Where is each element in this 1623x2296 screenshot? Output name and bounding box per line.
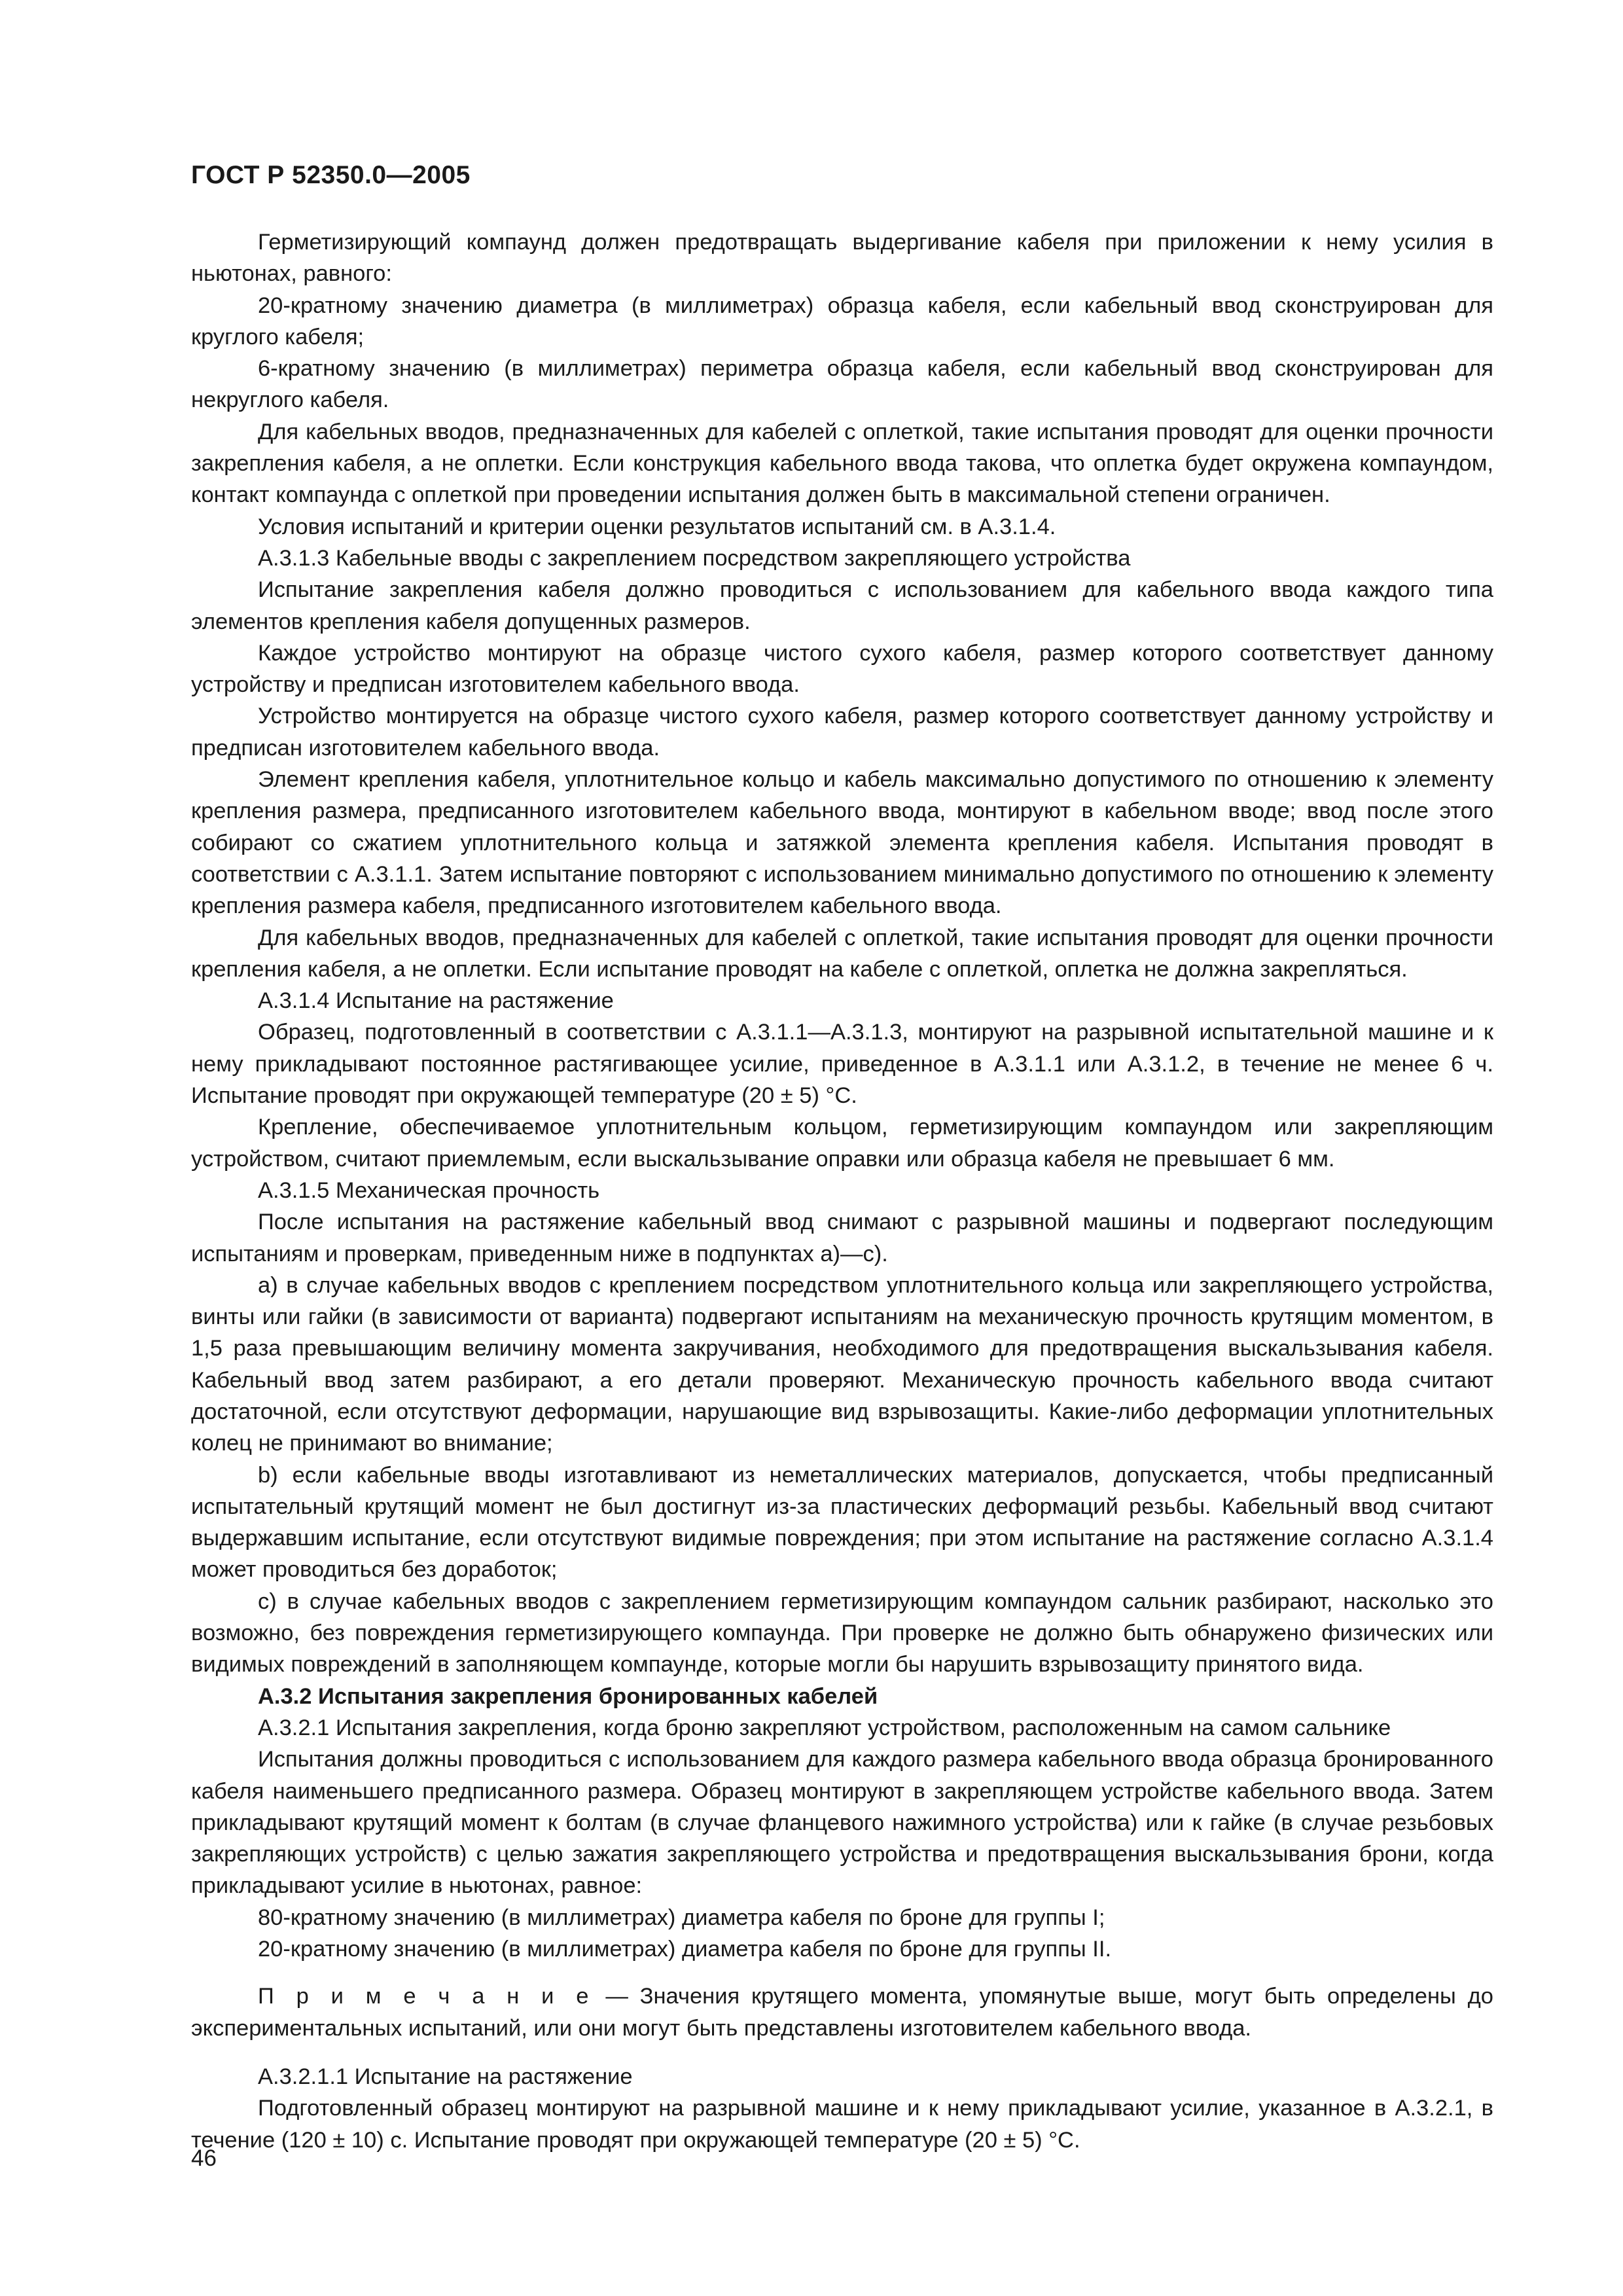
document-code-header: ГОСТ Р 52350.0—2005 (191, 161, 471, 189)
section-heading-a3-1-4: А.3.1.4 Испытание на растяжение (258, 988, 614, 1014)
list-item-b: b) если кабельные вводы изготавливают из неметаллических материалов, допускается, чтобы предписанный испытательный крутящий момент не был достигнут из-за пластических деформаций резьбы. Кабельный ввод считают выдержавшим испытание, если отсутствуют видимые повреждения; при этом испытание на растяжение согласно А.3.1.4 может проводиться без доработок; (191, 1462, 1493, 1583)
paragraph: Испытание закрепления кабеля должно проводиться с использованием для кабельного ввода каждого типа элементов крепления кабеля допущенных размеров. (191, 577, 1493, 634)
list-item-a: а) в случае кабельных вводов с креплением посредством уплотнительного кольца или закрепляющего устройства, винты или гайки (в зависимости от варианта) подвергают испытаниям на механическую прочность крутящим моментом, в 1,5 раза превышающим величину момента закручивания, необходимого для предотвращения выскальзывания кабеля. Кабельный ввод затем разбирают, а его детали проверяют. Механическую прочность кабельного ввода считают достаточной, если отсутствуют деформации, нарушающие вид взрывозащиты. Какие-либо деформации уплотнительных колец не принимают во внимание; (191, 1272, 1493, 1456)
document-body (191, 226, 1493, 2156)
paragraph: Крепление, обеспечиваемое уплотнительным кольцом, герметизирующим компаундом или закрепляющим устройством, считают приемлемым, если выскальзывание оправки или образца кабеля не превышает 6 мм. (191, 1115, 1493, 1172)
section-heading-a3-1-3: А.3.1.3 Кабельные вводы с закреплением посредством закрепляющего устройства (258, 545, 1131, 571)
note-text: — Значения крутящего момента, упомянутые выше, могут быть определены до экспериментальных испытаний, или они могут быть представлены изготовителем кабельного ввода. (191, 1984, 1493, 2041)
paragraph: 6-кратному значению (в миллиметрах) периметра образца кабеля, если кабельный ввод сконструирован для некруглого кабеля. (191, 356, 1493, 413)
section-heading-a3-2-1: А.3.2.1 Испытания закрепления, когда броню закрепляют устройством, расположенным на самом сальнике (258, 1715, 1391, 1740)
paragraph: Каждое устройство монтируют на образце чистого сухого кабеля, размер которого соответствует данному устройству и предписан изготовителем кабельного ввода. (191, 640, 1493, 698)
paragraph: Условия испытаний и критерии оценки результатов испытаний см. в А.3.1.4. (258, 514, 1056, 539)
section-heading-a3-2: А.3.2 Испытания закрепления бронированных кабелей (258, 1683, 878, 1709)
page-number: 46 (191, 2145, 217, 2171)
paragraph: После испытания на растяжение кабельный ввод снимают с разрывной машины и подвергают последующим испытаниям и проверкам, приведенным ниже в подпунктах а)—с). (191, 1210, 1493, 1266)
paragraph: 80-кратному значению (в миллиметрах) диаметра кабеля по броне для группы I; (258, 1905, 1105, 1930)
section-heading-a3-1-5: А.3.1.5 Механическая прочность (258, 1177, 600, 1203)
paragraph: Образец, подготовленный в соответствии с А.3.1.1—А.3.1.3, монтируют на разрывной испытательной машине и к нему прикладывают постоянное растягивающее усилие, приведенное в А.3.1.1 или А.3.1.2, в течение не менее 6 ч. Испытание проводят при окружающей температуре (20 ± 5) °С. (191, 1020, 1493, 1109)
paragraph: Устройство монтируется на образце чистого сухого кабеля, размер которого соответствует данному устройству и предписан изготовителем кабельного ввода. (191, 704, 1493, 761)
note-label: П р и м е ч а н и е (258, 1984, 594, 2009)
paragraph: Элемент крепления кабеля, уплотнительное кольцо и кабель максимально допустимого по отношению к элементу крепления размера, предписанного изготовителем кабельного ввода, монтируют в кабельном вводе; ввод после этого собирают со сжатием уплотнительного кольца и затяжкой элемента крепления кабеля. Испытания проводят в соответствии с А.3.1.1. Затем испытание повторяют с использованием минимально допустимого по отношению к элементу крепления размера кабеля, предписанного изготовителем кабельного ввода. (191, 767, 1493, 919)
paragraph: Герметизирующий компаунд должен предотвращать выдергивание кабеля при приложении к нему усилия в ньютонах, равного: (191, 230, 1493, 287)
paragraph: Испытания должны проводиться с использованием для каждого размера кабельного ввода образца бронированного кабеля наименьшего предписанного размера. Образец монтируют в закрепляющем устройстве кабельного ввода. Затем прикладывают крутящий момент к болтам (в случае фланцевого нажимного устройства) или к гайке (в случае резьбовых закрепляющих устройств) с целью зажатия закрепляющего устройства и предотвращения выскальзывания брони, когда прикладывают усилие в ньютонах, равное: (191, 1747, 1493, 1899)
paragraph: 20-кратному значению (в миллиметрах) диаметра кабеля по броне для группы II. (258, 1937, 1112, 1962)
note-paragraph (191, 1981, 1493, 2044)
section-heading-a3-2-1-1: А.3.2.1.1 Испытание на растяжение (258, 2064, 633, 2089)
paragraph: Для кабельных вводов, предназначенных для кабелей с оплеткой, такие испытания проводят для оценки прочности закрепления кабеля, а не оплетки. Если конструкция кабельного ввода такова, что оплетка будет окружена компаундом, контакт компаунда с оплеткой при проведении испытания должен быть в максимальной степени ограничен. (191, 419, 1493, 508)
paragraph: Для кабельных вводов, предназначенных для кабелей с оплеткой, такие испытания проводят для оценки прочности крепления кабеля, а не оплетки. Если испытание проводят на кабеле с оплеткой, оплетка не должна закрепляться. (191, 925, 1493, 982)
list-item-c: с) в случае кабельных вводов с закреплением герметизирующим компаундом сальник разбирают, насколько это возможно, без повреждения герметизирующего компаунда. При проверке не должно быть обнаружено физических или видимых повреждений в заполняющем компаунде, которые могли бы нарушить взрывозащиту принятого вида. (191, 1588, 1493, 1677)
paragraph: 20-кратному значению диаметра (в миллиметрах) образца кабеля, если кабельный ввод сконструирован для круглого кабеля; (191, 293, 1493, 350)
paragraph: Подготовленный образец монтируют на разрывной машине и к нему прикладывают усилие, указанное в А.3.2.1, в течение (120 ± 10) с. Испытание проводят при окружающей температуре (20 ± 5) °С. (191, 2096, 1493, 2153)
